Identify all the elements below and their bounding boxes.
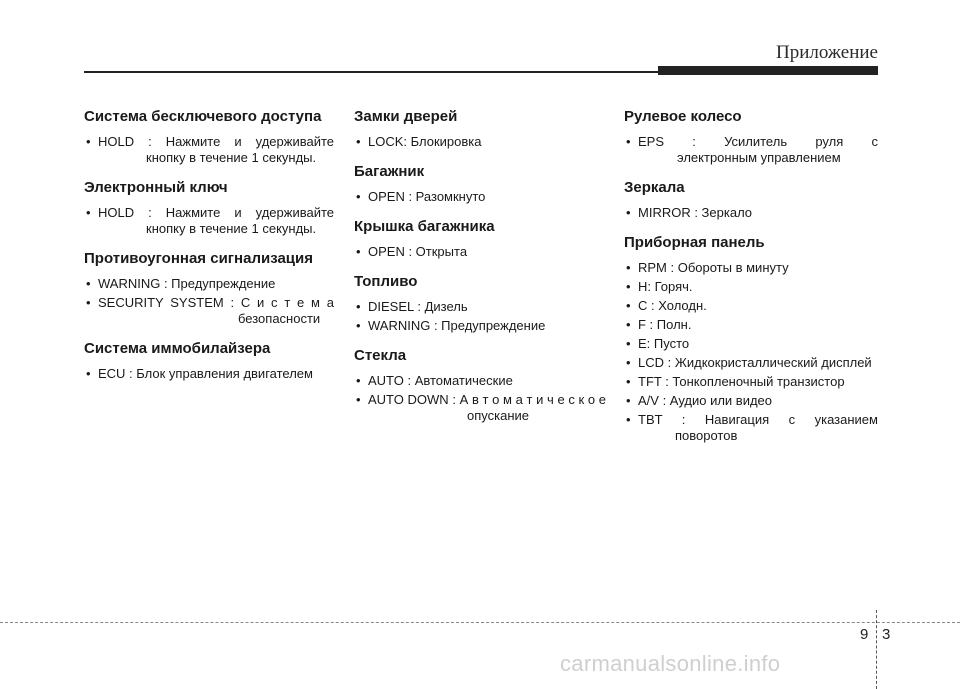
page-number-chapter: 9 <box>860 626 869 643</box>
section-smart-key <box>84 179 334 237</box>
section-mirrors <box>624 179 878 221</box>
section-immobilizer <box>84 340 334 382</box>
list-item: • OPEN : Открыта <box>356 244 468 259</box>
list-item: • MIRROR : Зеркало <box>626 205 753 220</box>
section-title: Электронный ключ <box>84 179 228 196</box>
list-item: • HOLD : Нажмите и удерживайте кнопку в течение 1 секунды. <box>86 134 334 165</box>
list-item: • TFT : Тонкопленочный транзистор <box>626 374 845 389</box>
list-item: • SECURITY SYSTEM : С и с т е м а безопасности <box>86 295 334 326</box>
section-windows <box>354 347 606 424</box>
section-door-locks <box>354 108 606 150</box>
watermark: carmanualsonline.info <box>560 651 781 676</box>
list-item: • A/V : Аудио или видео <box>626 393 773 408</box>
list-item: • C : Холодн. <box>626 298 707 313</box>
list-item: • TBT : Навигация с указанием поворотов <box>626 412 878 443</box>
section-title: Приборная панель <box>624 234 765 251</box>
section-title: Противоугонная сигнализация <box>84 250 313 267</box>
list-item: • AUTO DOWN : А в т о м а т и ч е с к о е опускание <box>356 392 606 423</box>
section-title: Стекла <box>354 347 407 364</box>
section-fuel <box>354 273 606 334</box>
footer-divider <box>0 622 960 623</box>
list-item: • F : Полн. <box>626 317 692 332</box>
list-item: • RPM : Обороты в минуту <box>626 260 789 275</box>
section-title: Крышка багажника <box>354 218 495 235</box>
page-number: 3 <box>882 626 891 643</box>
section-title: Система иммобилайзера <box>84 340 271 357</box>
list-item: • AUTO : Автоматические <box>356 373 513 388</box>
list-item: • OPEN : Разомкнуто <box>356 189 486 204</box>
section-title: Зеркала <box>624 179 685 196</box>
section-trunk <box>354 163 606 205</box>
header-rule-accent <box>658 66 878 75</box>
list-item: • H: Горяч. <box>626 279 693 294</box>
column-2 <box>354 108 606 437</box>
list-item: • HOLD : Нажмите и удерживайте кнопку в течение 1 секунды. <box>86 205 334 236</box>
list-item: • ECU : Блок управления двигателем <box>86 366 313 381</box>
section-title: Топливо <box>354 273 418 290</box>
section-title: Багажник <box>354 163 425 180</box>
list-item: • EPS : Усилитель руля с электронным управлением <box>626 134 878 165</box>
list-item: • E: Пусто <box>626 336 690 351</box>
list-item: • WARNING : Предупреждение <box>356 318 546 333</box>
page-number-divider <box>876 610 877 689</box>
section-steering-wheel <box>624 108 878 166</box>
page-header-title: Приложение <box>776 42 878 63</box>
section-instrument-panel <box>624 234 878 444</box>
section-title: Замки дверей <box>354 108 458 125</box>
section-title: Рулевое колесо <box>624 108 742 125</box>
list-item: • LOCK: Блокировка <box>356 134 482 149</box>
list-item: • DIESEL : Дизель <box>356 299 468 314</box>
section-title: Система бесключевого доступа <box>84 108 322 125</box>
column-1 <box>84 108 334 395</box>
list-item: • WARNING : Предупреждение <box>86 276 276 291</box>
list-item: • LCD : Жидкокристаллический дисплей <box>626 355 872 370</box>
section-theft-alarm <box>84 250 334 327</box>
column-3 <box>624 108 878 457</box>
section-trunk-lid <box>354 218 606 260</box>
section-keyless-entry <box>84 108 334 166</box>
header-rule <box>84 71 664 73</box>
